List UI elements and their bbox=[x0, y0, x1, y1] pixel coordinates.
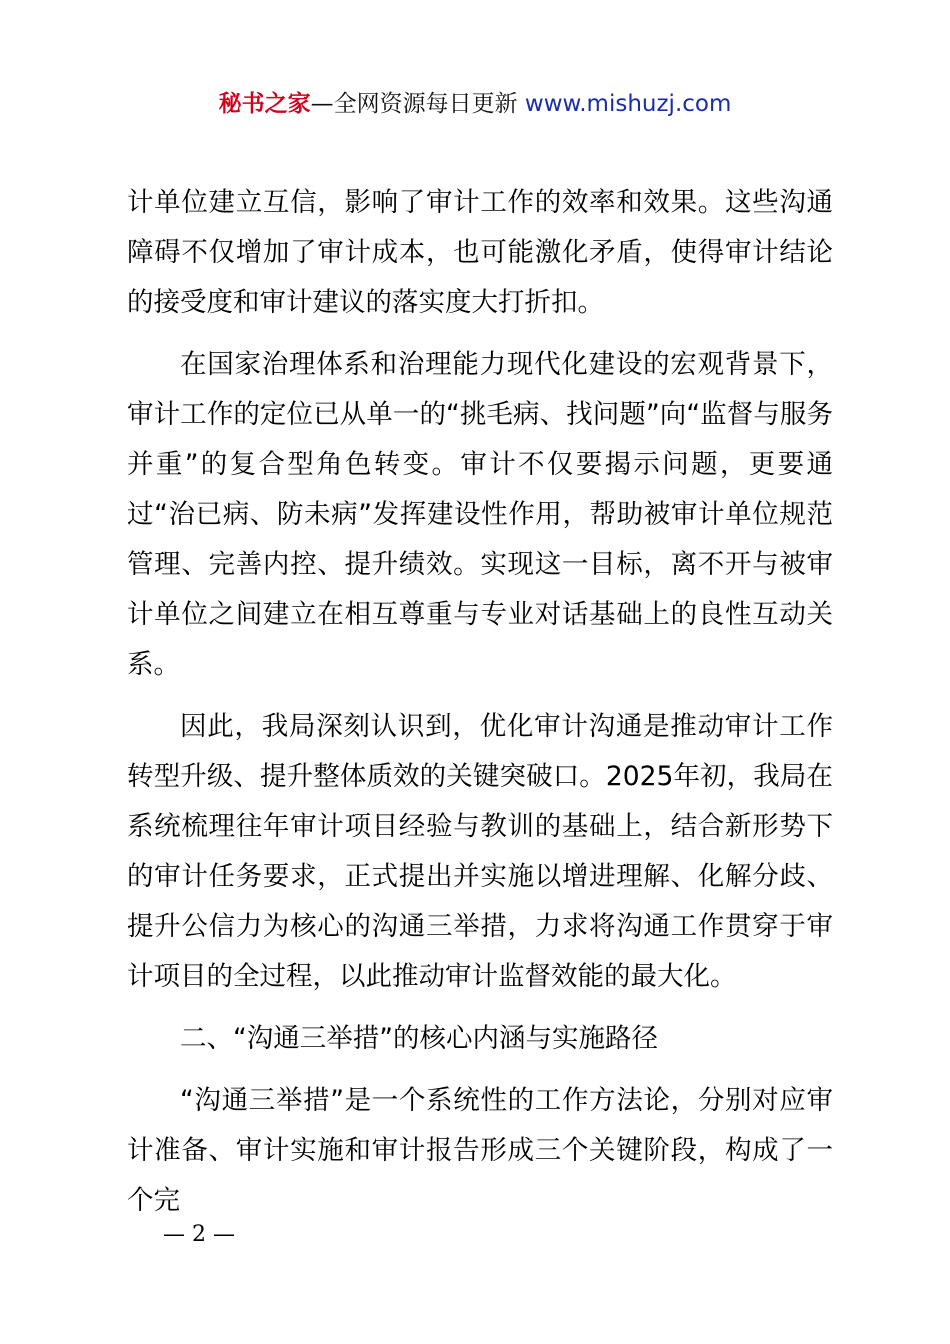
document-body bbox=[127, 178, 833, 1226]
paragraph: 在国家治理体系和治理能力现代化建设的宏观背景下，审计工作的定位已从单一的“挑毛病、找问题”向“监督与服务并重”的复合型角色转变。审计不仅要揭示问题，更要通过“治已病、防未病”发挥建设性作用，帮助被审计单位规范管理、完善内控、提升绩效。实现这一目标，离不开与被审计单位之间建立在相互尊重与专业对话基础上的良性互动关系。 bbox=[127, 349, 833, 680]
section-heading: 二、“沟通三举措”的核心内涵与实施路径 bbox=[180, 1023, 658, 1054]
page-number: — 2 — bbox=[163, 1222, 235, 1247]
paragraph: “沟通三举措”是一个系统性的工作方法论，分别对应审计准备、审计实施和审计报告形成三个关键阶段，构成了一个完 bbox=[127, 1085, 833, 1216]
brand-name: 秘书之家 bbox=[218, 91, 311, 117]
header-url[interactable]: www.mishuzj.com bbox=[524, 91, 732, 117]
paragraph-continued: 计单位建立互信，影响了审计工作的效率和效果。这些沟通障碍不仅增加了审计成本，也可能激化矛盾，使得审计结论的接受度和审计建议的落实度大打折扣。 bbox=[127, 187, 833, 318]
header-tagline: —全网资源每日更新 bbox=[310, 91, 518, 117]
site-header bbox=[0, 86, 950, 122]
paragraph: 因此，我局深刻认识到，优化审计沟通是推动审计工作转型升级、提升整体质效的关键突破口。2025年初，我局在系统梳理往年审计项目经验与教训的基础上，结合新形势下的审计任务要求，正式提出并实施以增进理解、化解分歧、提升公信力为核心的沟通三举措，力求将沟通工作贯穿于审计项目的全过程，以此推动审计监督效能的最大化。 bbox=[127, 711, 833, 992]
